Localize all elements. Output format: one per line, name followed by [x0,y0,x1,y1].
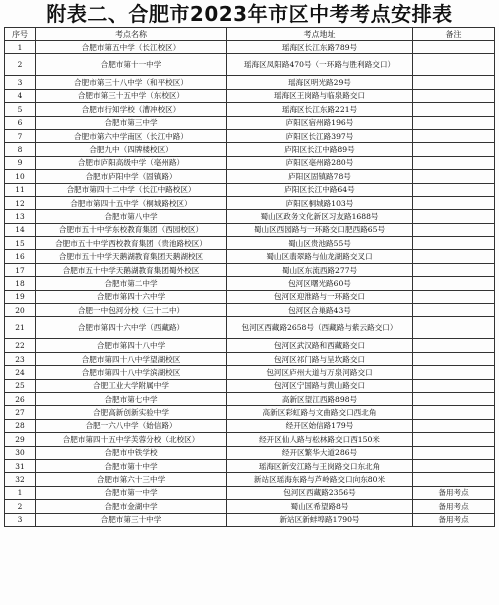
cell-site-address: 庐阳区桐城路103号 [227,196,413,209]
cell-note [413,143,495,156]
header-serial-number: 序号 [5,28,36,41]
cell-note [413,379,495,392]
cell-serial-number: 23 [5,352,36,365]
cell-serial-number: 2 [5,500,36,513]
cell-site-address: 经开区仙人路与松林路交口西150米 [227,433,413,446]
cell-site-name: 合肥市中铁学校 [36,446,227,459]
cell-note [413,76,495,89]
cell-note [413,170,495,183]
cell-serial-number: 32 [5,473,36,486]
cell-site-address: 新站区新蚌埠路1790号 [227,513,413,526]
cell-site-address: 包河区武汉路和西藏路交口 [227,339,413,352]
cell-note [413,406,495,419]
cell-serial-number: 20 [5,304,36,317]
cell-site-address: 瑶海区长江东路789号 [227,41,413,54]
table-row [5,223,495,236]
cell-serial-number: 3 [5,513,36,526]
cell-site-name: 合肥市五十中学东校教育集团（西园校区） [36,223,227,236]
table-row [5,304,495,317]
cell-site-name: 合肥市第八中学 [36,210,227,223]
document-title: 附表二、合肥市2023年市区中考考点安排表 [46,2,453,26]
cell-serial-number: 22 [5,339,36,352]
table-row [5,406,495,419]
cell-serial-number: 9 [5,156,36,169]
cell-note [413,446,495,459]
cell-site-address: 高新区彩虹路与文曲路交口西北角 [227,406,413,419]
cell-site-name: 合肥市第四十五中学（桐城路校区） [36,196,227,209]
table-row [5,210,495,223]
cell-site-name: 合肥市庐阳中学（固镇路） [36,170,227,183]
table-row [5,156,495,169]
cell-site-name: 合肥市第三中学 [36,116,227,129]
cell-serial-number: 29 [5,433,36,446]
cell-note [413,183,495,196]
cell-site-name: 合肥市第五中学（长江校区） [36,41,227,54]
cell-site-name: 合肥市第三十五中学（东校区） [36,89,227,102]
cell-site-address: 蜀山区政务文化新区习友路1688号 [227,210,413,223]
cell-site-address: 包河区庐州大道与万泉河路交口 [227,366,413,379]
table-row [5,41,495,54]
table-row [5,237,495,250]
cell-site-address: 包河区合巢路43号 [227,304,413,317]
cell-site-name: 合肥市五十中学西校教育集团（贵池路校区） [36,237,227,250]
header-site-name: 考点名称 [36,28,227,41]
cell-serial-number: 27 [5,406,36,419]
table-row [5,366,495,379]
cell-note [413,473,495,486]
table-row [5,486,495,499]
cell-note [413,263,495,276]
cell-serial-number: 25 [5,379,36,392]
cell-note [413,156,495,169]
cell-note [413,277,495,290]
cell-site-address: 包河区宁国路与黄山路交口 [227,379,413,392]
cell-serial-number: 19 [5,290,36,303]
cell-serial-number: 3 [5,76,36,89]
table-row [5,129,495,142]
cell-serial-number: 24 [5,366,36,379]
cell-note [413,210,495,223]
table-header-row [5,28,495,41]
cell-note: 备用考点 [413,513,495,526]
cell-site-address: 蜀山区翡翠路与仙龙湖路交叉口 [227,250,413,263]
cell-note [413,196,495,209]
cell-serial-number: 16 [5,250,36,263]
table-row [5,352,495,365]
cell-note [413,237,495,250]
table-row [5,263,495,276]
cell-serial-number: 14 [5,223,36,236]
cell-site-name: 合肥市五十中学天鹅湖教育集团天鹅湖校区 [36,250,227,263]
cell-note [413,419,495,432]
table-row [5,290,495,303]
cell-note: 备用考点 [413,486,495,499]
cell-site-address: 包河区迎淮路与一环路交口 [227,290,413,303]
cell-serial-number: 31 [5,459,36,472]
cell-note [413,103,495,116]
table-row [5,513,495,526]
cell-serial-number: 17 [5,263,36,276]
cell-note [413,317,495,339]
cell-note: 备用考点 [413,500,495,513]
cell-site-address: 高新区望江西路898号 [227,392,413,405]
cell-serial-number: 1 [5,486,36,499]
cell-serial-number: 1 [5,41,36,54]
cell-note [413,250,495,263]
cell-serial-number: 11 [5,183,36,196]
cell-serial-number: 28 [5,419,36,432]
cell-site-address: 包河区曙光路60号 [227,277,413,290]
cell-note [413,54,495,76]
table-row [5,183,495,196]
cell-note [413,290,495,303]
cell-site-name: 合肥工业大学附属中学 [36,379,227,392]
table-row [5,392,495,405]
cell-site-address: 庐阳区长江路397号 [227,129,413,142]
cell-serial-number: 15 [5,237,36,250]
cell-site-name: 合肥一六八中学（始信路） [36,419,227,432]
cell-site-address: 庐阳区亳州路280号 [227,156,413,169]
cell-serial-number: 2 [5,54,36,76]
cell-site-address: 蜀山区西园路与一环路交口肥西路65号 [227,223,413,236]
cell-note [413,41,495,54]
cell-site-name: 合肥市第十一中学 [36,54,227,76]
table-row [5,473,495,486]
cell-serial-number: 5 [5,103,36,116]
table-row [5,433,495,446]
cell-site-address: 庐阳区固镇路78号 [227,170,413,183]
cell-site-address: 经开区始信路179号 [227,419,413,432]
cell-serial-number: 10 [5,170,36,183]
table-row [5,103,495,116]
header-note: 备注 [413,28,495,41]
cell-note [413,392,495,405]
cell-site-name: 合肥市第一中学 [36,486,227,499]
cell-site-name: 合肥市第四十六中学（西藏路） [36,317,227,339]
cell-site-name: 合肥市第四十八中学 [36,339,227,352]
header-site-address: 考点地址 [227,28,413,41]
cell-serial-number: 13 [5,210,36,223]
cell-site-name: 合肥市第七中学 [36,392,227,405]
cell-serial-number: 30 [5,446,36,459]
table-row [5,89,495,102]
cell-site-address: 包河区西藏路2356号 [227,486,413,499]
cell-site-address: 蜀山区希望路8号 [227,500,413,513]
cell-site-address: 包河区祁门路与呈坎路交口 [227,352,413,365]
cell-site-name: 合肥市第四十八中学望湖校区 [36,352,227,365]
table-row [5,143,495,156]
table-row [5,419,495,432]
cell-site-name: 合肥市第六中学南区（长江中路） [36,129,227,142]
cell-site-name: 合肥市第四十八中学滨湖校区 [36,366,227,379]
cell-serial-number: 26 [5,392,36,405]
table-row [5,379,495,392]
cell-site-name: 合肥一中包河分校（三十二中） [36,304,227,317]
cell-site-name: 合肥高新创新实验中学 [36,406,227,419]
table-row [5,76,495,89]
cell-site-address: 瑶海区凤阳路470号（一环路与胜利路交口） [227,54,413,76]
table-row [5,54,495,76]
table-row [5,446,495,459]
cell-site-address: 瑶海区长江东路221号 [227,103,413,116]
cell-site-address: 瑶海区新安江路与王岗路交口东北角 [227,459,413,472]
cell-site-address: 瑶海区王岗路与临泉路交口 [227,89,413,102]
cell-site-name: 合肥市第二中学 [36,277,227,290]
cell-serial-number: 12 [5,196,36,209]
cell-note [413,433,495,446]
cell-site-name: 合肥市第三十八中学（和平校区） [36,76,227,89]
cell-site-address: 经开区繁华大道286号 [227,446,413,459]
table-row [5,116,495,129]
cell-note [413,223,495,236]
cell-site-name: 合肥市庐阳高级中学（亳州路） [36,156,227,169]
cell-site-address: 蜀山区贵池路55号 [227,237,413,250]
cell-serial-number: 18 [5,277,36,290]
cell-serial-number: 6 [5,116,36,129]
cell-serial-number: 4 [5,89,36,102]
cell-note [413,459,495,472]
cell-note [413,89,495,102]
table-row [5,317,495,339]
cell-site-address: 庐阳区长江中路89号 [227,143,413,156]
cell-serial-number: 8 [5,143,36,156]
cell-note [413,116,495,129]
cell-site-address: 新站区瑶海东路与芦岭路交口向东80米 [227,473,413,486]
cell-note [413,129,495,142]
exam-site-table [4,27,495,527]
cell-note [413,304,495,317]
cell-serial-number: 21 [5,317,36,339]
table-row [5,459,495,472]
table-row [5,196,495,209]
cell-site-name: 合肥市行知学校（漕冲校区） [36,103,227,116]
cell-serial-number: 7 [5,129,36,142]
cell-site-name: 合肥九中（四牌楼校区） [36,143,227,156]
cell-note [413,352,495,365]
cell-site-name: 合肥市第四十六中学 [36,290,227,303]
cell-site-name: 合肥市第十中学 [36,459,227,472]
cell-site-name: 合肥市第四十五中学芙蓉分校（北校区） [36,433,227,446]
table-row [5,277,495,290]
table-row [5,170,495,183]
cell-site-name: 合肥市第六十三中学 [36,473,227,486]
cell-site-address: 蜀山区东流西路277号 [227,263,413,276]
cell-site-name: 合肥市五十中学天鹅湖教育集团蜀外校区 [36,263,227,276]
cell-site-name: 合肥市第三十中学 [36,513,227,526]
table-row [5,339,495,352]
cell-site-name: 合肥市第四十二中学（长江中路校区） [36,183,227,196]
cell-note [413,366,495,379]
cell-site-address: 庐阳区宿州路196号 [227,116,413,129]
cell-site-address: 包河区西藏路2658号（西藏路与紫云路交口） [227,317,413,339]
cell-site-address: 瑶海区明光路29号 [227,76,413,89]
table-row [5,250,495,263]
table-row [5,500,495,513]
cell-note [413,339,495,352]
cell-site-name: 合肥市金湖中学 [36,500,227,513]
cell-site-address: 庐阳区长江中路64号 [227,183,413,196]
